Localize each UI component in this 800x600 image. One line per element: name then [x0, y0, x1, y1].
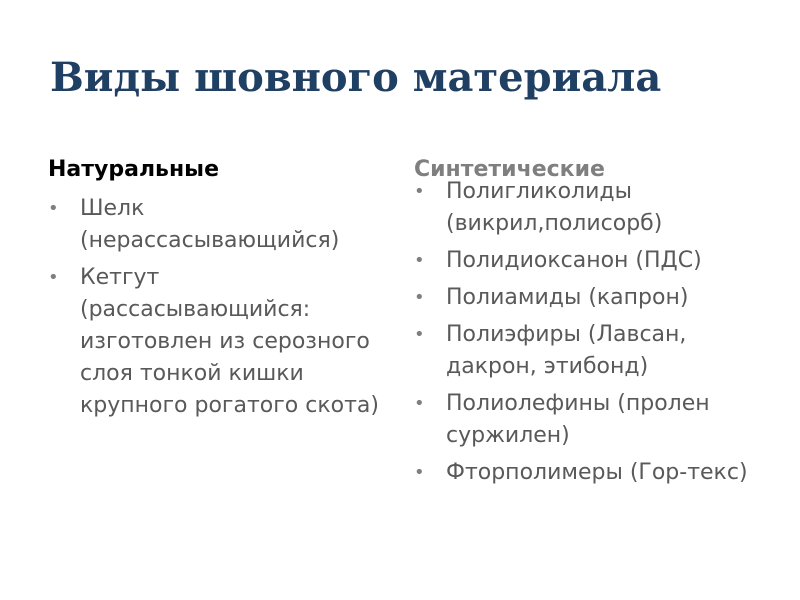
list-item-text: Полигликолиды (викрил,полисорб)	[446, 179, 663, 236]
list-item	[414, 176, 754, 240]
list-item-text: Кетгут (рассасывающийся: изготовлен из серозного слоя тонкой кишки крупного рогатого скота)	[80, 265, 379, 418]
bullet-dot-icon: •	[414, 393, 425, 414]
list-item-text: Полиэфиры (Лавсан, дакрон, этибонд)	[446, 322, 687, 379]
bullet-dot-icon: •	[414, 181, 425, 202]
bullet-dot-icon: •	[414, 324, 425, 345]
list-item-text: Шелк (нерассасывающийся)	[80, 196, 340, 253]
list-item-text: Фторполимеры (Гор-текс)	[446, 460, 748, 485]
bullet-dot-icon: •	[414, 287, 425, 308]
natural-column-heading: Натуральные	[48, 157, 219, 182]
natural-materials-list	[48, 193, 388, 427]
list-item-text: Полиамиды (капрон)	[446, 285, 689, 310]
list-item	[48, 193, 388, 257]
bullet-dot-icon: •	[414, 250, 425, 271]
list-item	[48, 262, 388, 422]
list-item	[414, 457, 754, 489]
bullet-dot-icon: •	[48, 267, 59, 288]
list-item	[414, 319, 754, 383]
synthetic-materials-list	[414, 176, 754, 494]
bullet-dot-icon: •	[414, 462, 425, 483]
list-item	[414, 388, 754, 452]
list-item-text: Полиолефины (пролен суржилен)	[446, 391, 710, 448]
slide-title: Виды шовного материала	[50, 54, 662, 101]
list-item-text: Полидиоксанон (ПДС)	[446, 248, 702, 273]
synthetic-column-heading: Синтетические	[414, 157, 605, 182]
list-item	[414, 245, 754, 277]
bullet-dot-icon: •	[48, 198, 59, 219]
list-item	[414, 282, 754, 314]
